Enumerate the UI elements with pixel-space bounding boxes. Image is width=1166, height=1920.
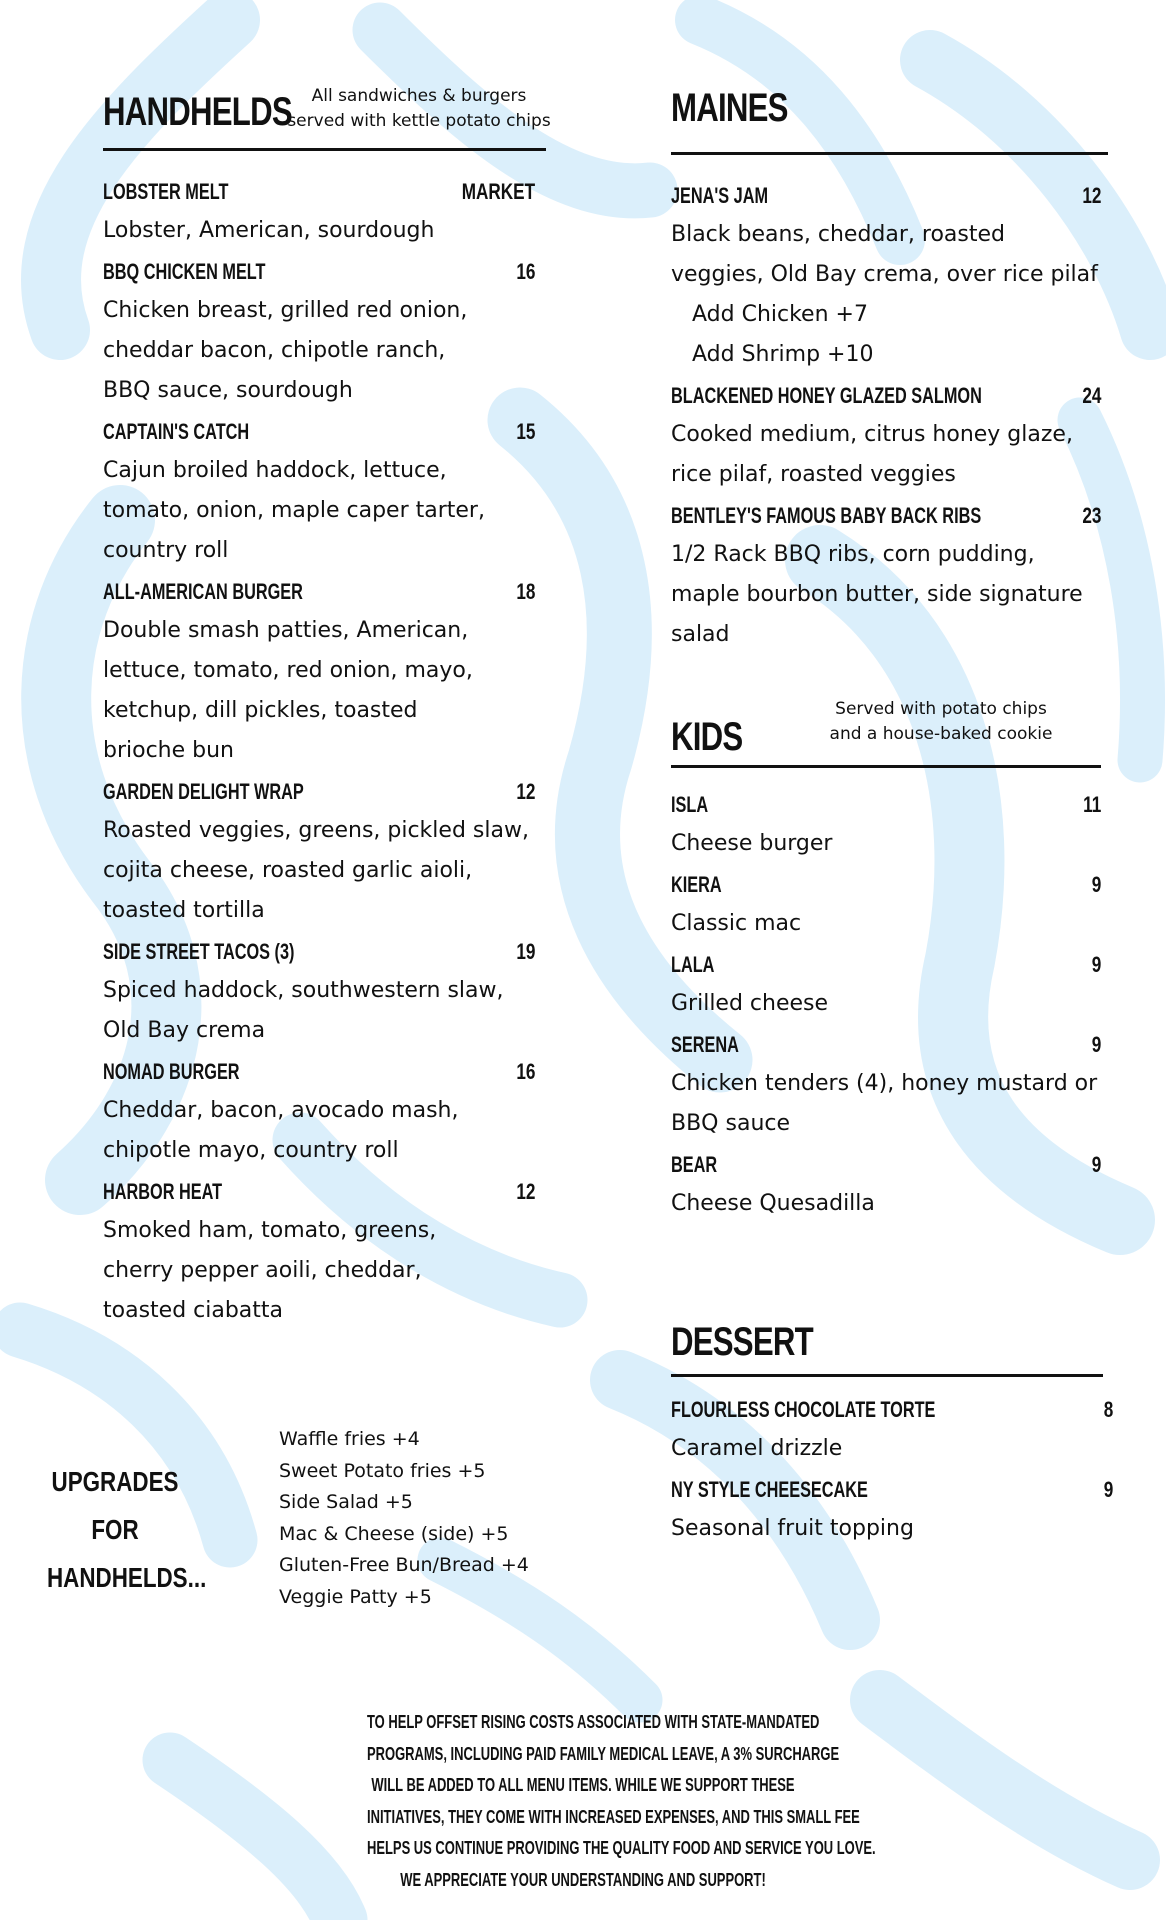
menu-item-header: [671, 954, 1101, 976]
menu-item-price: 12: [515, 779, 535, 804]
handhelds-section: [103, 80, 551, 1341]
menu-item-name: BBQ CHICKEN MELT: [103, 259, 266, 284]
section-divider: [103, 148, 546, 151]
menu-item-description: Double smash patties, American, lettuce, tomato, red onion, mayo, ketchup, dill pickles, toasted brioche bun: [103, 618, 473, 763]
menu-item-header: [671, 874, 1101, 896]
menu-item-header: [671, 385, 1101, 407]
menu-item-price: 18: [515, 579, 535, 604]
menu-item: [103, 581, 535, 781]
surcharge-line: TO HELP OFFSET RISING COSTS ASSOCIATED WITH STATE-MANDATED: [367, 1712, 820, 1732]
kids-header: [671, 701, 1101, 757]
menu-item-price: 8: [1103, 1397, 1113, 1422]
menu-item: [103, 941, 535, 1061]
menu-item: [671, 185, 1101, 385]
menu-item-description: Spiced haddock, southwestern slaw, Old Bay crema: [103, 978, 504, 1043]
section-title: DESSERT: [671, 1320, 813, 1364]
section-note: All sandwiches & burgers served with kettle potato chips: [287, 86, 551, 131]
menu-item-name: NOMAD BURGER: [103, 1059, 240, 1084]
menu-item-name: BEAR: [671, 1152, 718, 1177]
menu-item-name: LOBSTER MELT: [103, 179, 229, 204]
menu-item-list: [671, 794, 1101, 1234]
menu-item-price: 9: [1091, 872, 1101, 897]
menu-item-header: [103, 421, 535, 443]
menu-item-description: Classic mac: [671, 911, 802, 936]
menu-item-name: CAPTAIN'S CATCH: [103, 419, 250, 444]
menu-item-price: MARKET: [461, 179, 535, 204]
menu-item-description: Cheese burger: [671, 831, 833, 856]
menu-item-name: JENA'S JAM: [671, 183, 769, 208]
surcharge-line: WE APPRECIATE YOUR UNDERSTANDING AND SUPPORT!: [400, 1869, 766, 1890]
menu-item: [103, 421, 535, 581]
surcharge-line: WILL BE ADDED TO ALL MENU ITEMS. WHILE WE SUPPORT THESE: [371, 1775, 795, 1795]
menu-item-name: ALL-AMERICAN BURGER: [103, 579, 303, 604]
right-column: [671, 80, 1113, 1559]
upgrades-list: [279, 1424, 529, 1613]
menu-item: [103, 261, 535, 421]
menu-item-header: [671, 1034, 1101, 1056]
menu-item-price: 16: [515, 259, 535, 284]
maines-section: [671, 80, 1101, 665]
upgrade-option: Mac & Cheese (side) +5: [279, 1522, 509, 1545]
upgrade-option: Sweet Potato fries +5: [279, 1459, 486, 1482]
section-title: MAINES: [671, 86, 788, 130]
upgrade-option: Gluten-Free Bun/Bread +4: [279, 1554, 529, 1576]
menu-item-header: [103, 581, 535, 603]
menu-item: [671, 1034, 1101, 1154]
menu-item-addon: Add Shrimp +10: [692, 342, 874, 367]
menu-item-list: [103, 181, 535, 1341]
handhelds-header: [103, 80, 551, 136]
menu-item-header: [671, 1399, 1113, 1421]
menu-item-header: [103, 781, 535, 803]
menu-item-name: KIERA: [671, 872, 722, 897]
menu-item-description: Cajun broiled haddock, lettuce, tomato, onion, maple caper tarter, country roll: [103, 458, 485, 563]
menu-item-price: 11: [1082, 792, 1101, 817]
menu-item-price: 16: [515, 1059, 535, 1084]
dessert-header: [671, 1316, 1101, 1364]
menu-item: [671, 1479, 1113, 1559]
menu-item-header: [671, 505, 1101, 527]
menu-item-header: [671, 1154, 1101, 1176]
menu-item-name: NY STYLE CHEESECAKE: [671, 1477, 868, 1502]
surcharge-notice: [283, 1707, 883, 1896]
menu-item-description: Smoked ham, tomato, greens, cherry pepper aoili, cheddar, toasted ciabatta: [103, 1218, 437, 1323]
menu-item: [671, 1154, 1101, 1234]
menu-item-list: [671, 1399, 1113, 1559]
menu-item-description: Roasted veggies, greens, pickled slaw, cojita cheese, roasted garlic aioli, toasted tortilla: [103, 818, 529, 923]
upgrade-option: Side Salad +5: [279, 1491, 413, 1513]
menu-item-description: Lobster, American, sourdough: [103, 218, 435, 243]
menu-item-header: [671, 185, 1101, 207]
menu-item: [671, 505, 1101, 665]
menu-item-header: [671, 1479, 1113, 1501]
menu-item-name: BLACKENED HONEY GLAZED SALMON: [671, 383, 982, 408]
menu-item-header: [103, 1061, 535, 1083]
menu-item-price: 9: [1103, 1477, 1113, 1502]
menu-item-description: Cooked medium, citrus honey glaze, rice pilaf, roasted veggies: [671, 422, 1073, 487]
menu-item-name: SERENA: [671, 1032, 739, 1057]
menu-item-description: Cheese Quesadilla: [671, 1191, 875, 1216]
menu-item-name: ISLA: [671, 792, 709, 817]
menu-item-header: [103, 1181, 535, 1203]
dessert-section: [671, 1316, 1113, 1559]
menu-item-list: [671, 185, 1101, 665]
menu-item-description: 1/2 Rack BBQ ribs, corn pudding, maple bourbon butter, side signature salad: [671, 542, 1083, 647]
menu-item-name: FLOURLESS CHOCOLATE TORTE: [671, 1397, 936, 1422]
menu-item-description: Chicken breast, grilled red onion, cheddar bacon, chipotle ranch, BBQ sauce, sourdough: [103, 298, 468, 403]
menu-item-price: 12: [515, 1179, 535, 1204]
section-title: KIDS: [671, 715, 743, 759]
surcharge-line: INITIATIVES, THEY COME WITH INCREASED EXPENSES, AND THIS SMALL FEE: [367, 1806, 860, 1827]
menu-item: [103, 781, 535, 941]
menu-item-header: [671, 794, 1101, 816]
menu-item-description: Grilled cheese: [671, 991, 829, 1016]
menu-item: [671, 385, 1101, 505]
menu-item-price: 9: [1091, 1032, 1101, 1057]
section-note: Served with potato chips and a house-baked cookie: [829, 699, 1053, 744]
menu-item-name: HARBOR HEAT: [103, 1179, 223, 1204]
menu-item-description: Seasonal fruit topping: [671, 1516, 914, 1541]
maines-header: [671, 80, 1101, 132]
menu-item: [671, 794, 1101, 874]
surcharge-line: HELPS US CONTINUE PROVIDING THE QUALITY FOOD AND SERVICE YOU LOVE.: [367, 1838, 876, 1858]
menu-item-name: LALA: [671, 952, 715, 977]
menu-item-header: [103, 261, 535, 283]
menu-item: [103, 1061, 535, 1181]
section-divider: [671, 765, 1101, 768]
menu-item-price: 15: [515, 419, 535, 444]
menu-item: [103, 1181, 535, 1341]
menu-item-description: Chicken tenders (4), honey mustard or BBQ sauce: [671, 1071, 1098, 1136]
section-divider: [671, 152, 1108, 155]
menu-item-price: 24: [1081, 383, 1101, 408]
menu-item-price: 9: [1091, 952, 1101, 977]
menu-item-name: SIDE STREET TACOS (3): [103, 939, 295, 964]
menu-item: [103, 181, 535, 261]
menu-item: [671, 1399, 1113, 1479]
menu-item-description: Caramel drizzle: [671, 1436, 843, 1461]
upgrades-title: UPGRADES FOR HANDHELDS...: [47, 1466, 207, 1593]
section-divider: [671, 1374, 1103, 1377]
upgrade-option: Waffle fries +4: [279, 1428, 420, 1450]
upgrade-option: Veggie Patty +5: [279, 1585, 432, 1608]
menu-item-description: Cheddar, bacon, avocado mash, chipotle mayo, country roll: [103, 1098, 459, 1163]
surcharge-line: PROGRAMS, INCLUDING PAID FAMILY MEDICAL LEAVE, A 3% SURCHARGE: [367, 1743, 840, 1764]
menu-item-header: [103, 941, 535, 963]
menu-item-name: GARDEN DELIGHT WRAP: [103, 779, 304, 804]
brush-stroke: [880, 1700, 1130, 1860]
menu-item-price: 23: [1081, 503, 1101, 528]
menu-item: [671, 954, 1101, 1034]
menu-item-price: 9: [1091, 1152, 1101, 1177]
menu-item-name: BENTLEY'S FAMOUS BABY BACK RIBS: [671, 503, 982, 528]
menu-item-addon: Add Chicken +7: [692, 302, 868, 327]
menu-item-description: Black beans, cheddar, roasted veggies, Old Bay crema, over rice pilaf: [671, 222, 1098, 287]
menu-item: [671, 874, 1101, 954]
menu-item-header: [103, 181, 535, 203]
kids-section: [671, 701, 1101, 1234]
section-title: HANDHELDS: [103, 90, 292, 134]
menu-item-price: 12: [1081, 183, 1101, 208]
menu-item-price: 19: [515, 939, 535, 964]
